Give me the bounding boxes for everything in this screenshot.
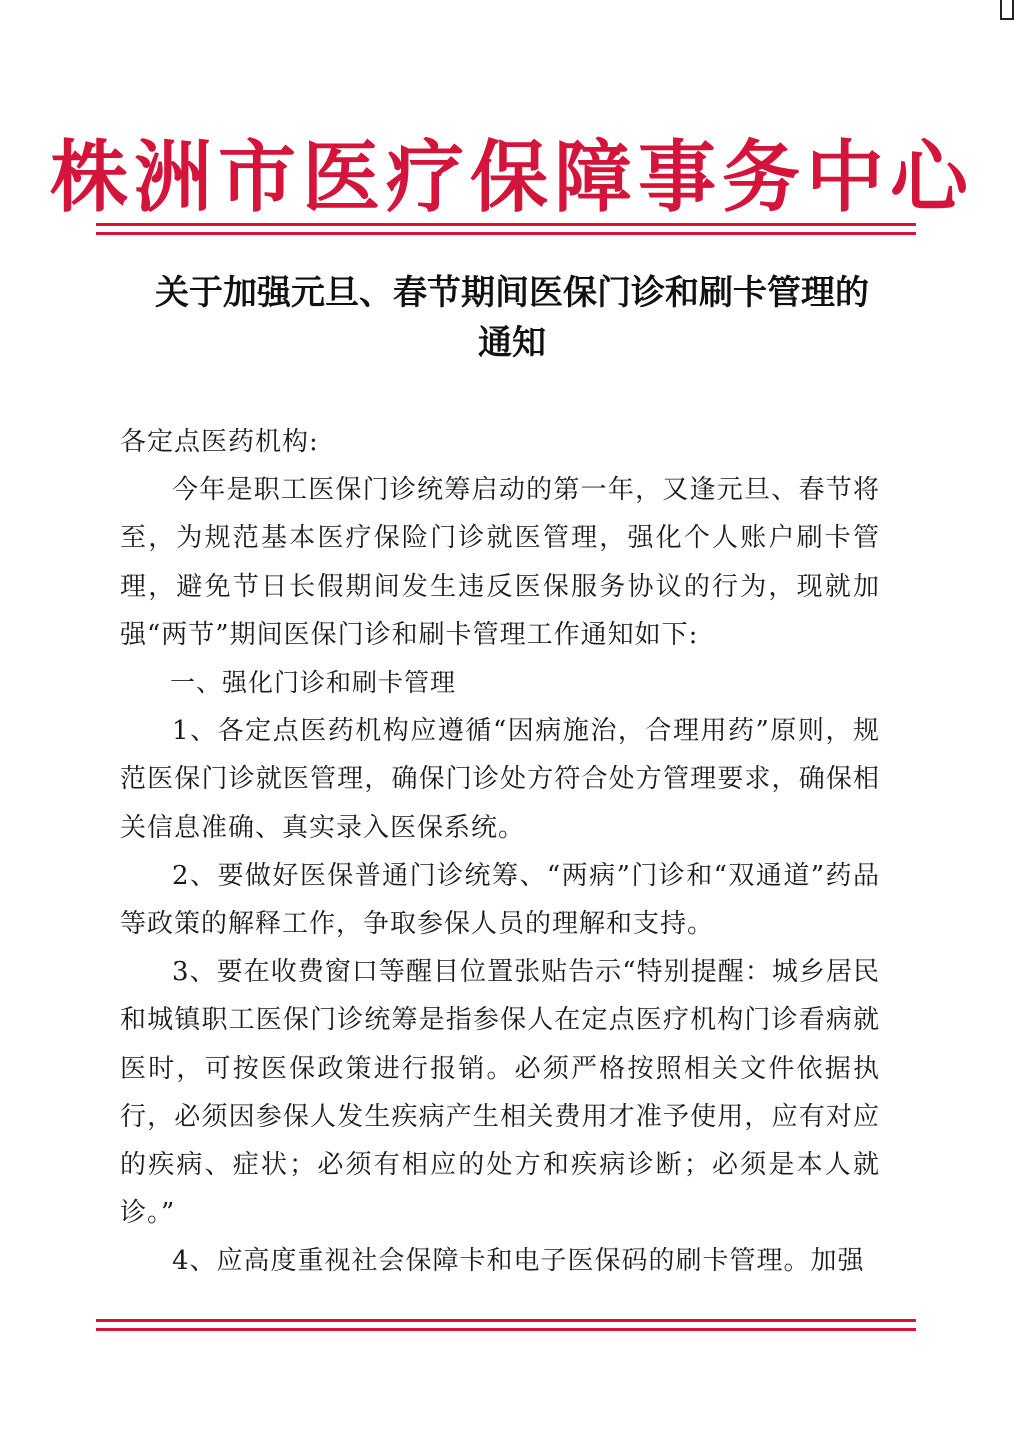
issuing-organization-header: 株洲市医疗保障事务中心 bbox=[49, 133, 974, 223]
document-title-line2: 通知 bbox=[478, 323, 546, 363]
header-rule-thick bbox=[96, 223, 916, 226]
intro-paragraph: 今年是职工医保门诊统筹启动的第一年，又逢元旦、春节将至，为规范基本医疗保险门诊就医管理，强化个人账户刷卡管理，避免节日长假期间发生违反医保服务协议的行为，现就加强“两节”期间医保门诊和刷卡管理工作通知如下: bbox=[120, 475, 880, 650]
section-heading-1: 一、强化门诊和刷卡管理 bbox=[170, 668, 457, 698]
document-title bbox=[100, 268, 924, 368]
item-2: 2、要做好医保普通门诊统筹、“两病”门诊和“双通道”药品等政策的解释工作，争取参保人员的理解和支持。 bbox=[120, 860, 880, 940]
item-1: 1、各定点医药机构应遵循“因病施治，合理用药”原则，规范医保门诊就医管理，确保门诊处方符合处方管理要求，确保相关信息准确、真实录入医保系统。 bbox=[120, 716, 880, 843]
document-body bbox=[120, 418, 880, 1286]
footer-rule-thin bbox=[96, 1328, 916, 1331]
footer-rule-thick bbox=[96, 1319, 916, 1322]
document-title-line1: 关于加强元旦、春节期间医保门诊和刷卡管理的 bbox=[155, 273, 869, 313]
item-3: 3、要在收费窗口等醒目位置张贴告示“特别提醒：城乡居民和城镇职工医保门诊统筹是指参保人在定点医疗机构门诊看病就医时，可按医保政策进行报销。必须严格按照相关文件依据执行，必须因参保人发生疾病产生相关费用才准予使用，应有对应的疾病、症状；必须有相应的处方和疾病诊断；必须是本人就诊。” bbox=[120, 957, 880, 1229]
salutation: 各定点医药机构: bbox=[120, 427, 319, 457]
header-rule-thin bbox=[96, 232, 916, 235]
item-4: 4、应高度重视社会保障卡和电子医保码的刷卡管理。加强 bbox=[172, 1246, 865, 1277]
scan-corner-mark bbox=[1000, 0, 1014, 20]
